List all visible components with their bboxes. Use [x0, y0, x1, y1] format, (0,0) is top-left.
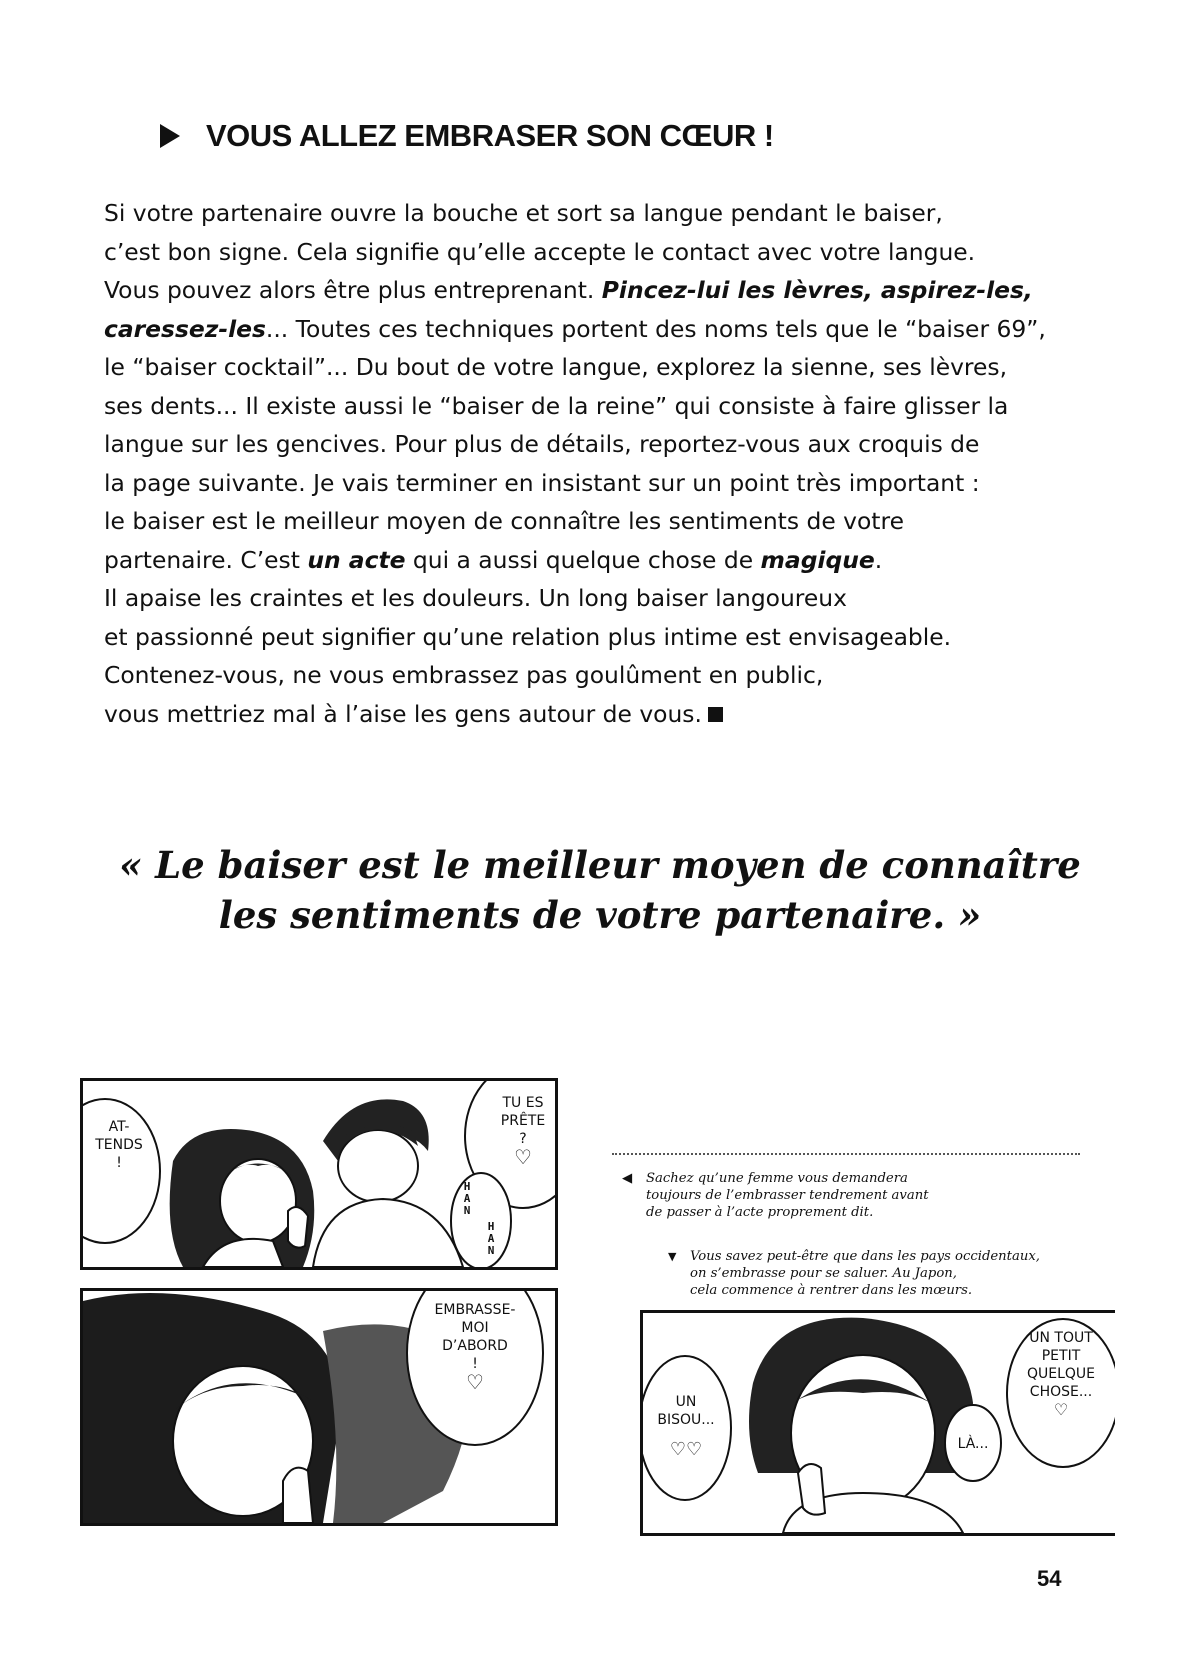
body-line: Si votre partenaire ouvre la bouche et sort sa langue pendant le baiser,	[104, 199, 943, 227]
manga-panel-3	[640, 1310, 1115, 1536]
speech-bubble: UN BISOU... ♡♡	[651, 1393, 721, 1459]
pull-quote	[0, 840, 1200, 940]
sound-effect: HAN	[487, 1220, 495, 1257]
speech-bubble: EMBRASSE- MOI D’ABORD ! ♡	[423, 1301, 527, 1391]
caption-1: ◀ Sachez qu’une femme vous demandera toujours de l’embrasser tendrement avant de passer à l’acte proprement dit.	[622, 1171, 929, 1220]
body-line: partenaire. C’est un acte qui a aussi quelque chose de magique.	[104, 545, 883, 574]
body-line: Il apaise les craintes et les douleurs. Un long baiser langoureux	[104, 584, 847, 612]
heart-icon: ♡	[1053, 1400, 1069, 1419]
body-line: et passionné peut signifier qu’une relation plus intime est envisageable.	[104, 622, 952, 651]
pull-quote-line: les sentiments de votre partenaire. »	[218, 893, 982, 937]
caption-divider	[612, 1153, 1080, 1155]
sound-effect: HAN	[463, 1180, 471, 1217]
emphasis-text: magique	[760, 545, 875, 574]
heart-icon: ♡	[466, 1370, 484, 1394]
body-line: Contenez-vous, ne vous embrassez pas goulûment en public,	[104, 661, 824, 689]
speech-bubble: UN TOUT PETIT QUELQUE CHOSE... ♡	[1013, 1329, 1109, 1419]
speech-bubble: TU ES PRÊTE ? ♡	[483, 1094, 558, 1166]
down-arrow-icon: ▼	[668, 1250, 677, 1263]
hearts-icon: ♡♡	[669, 1439, 703, 1460]
body-line: la page suivante. Je vais terminer en insistant sur un point très important :	[104, 468, 980, 497]
manga-panel-2	[80, 1288, 558, 1526]
body-line: caressez-les... Toutes ces techniques portent des noms tels que le “baiser 69”,	[104, 314, 1046, 343]
body-text	[104, 194, 1104, 733]
body-line: vous mettriez mal à l’aise les gens autour de vous.	[104, 695, 1104, 734]
body-line: ses dents... Il existe aussi le “baiser de la reine” qui consiste à faire glisser la	[104, 391, 1009, 420]
section-heading-text: VOUS ALLEZ EMBRASER SON CŒUR !	[206, 118, 774, 153]
body-line: c’est bon signe. Cela signifie qu’elle accepte le contact avec votre langue.	[104, 237, 976, 266]
heart-icon: ♡	[514, 1145, 532, 1169]
emphasis-text: un acte	[307, 545, 406, 574]
triangle-bullet-icon	[160, 124, 180, 148]
left-arrow-icon: ◀	[622, 1171, 633, 1186]
emphasis-text: Pincez-lui les lèvres, aspirez-les,	[601, 276, 1033, 304]
speech-bubble: LÀ...	[957, 1436, 989, 1452]
caption-2: ▼ Vous savez peut-être que dans les pays occidentaux, on s’embrasse pour se saluer. Au Japon, cela commence à rentrer dans les mœurs.	[668, 1249, 1040, 1298]
body-line: langue sur les gencives. Pour plus de détails, reportez-vous aux croquis de	[104, 430, 980, 458]
speech-bubble: AT- TENDS !	[95, 1119, 143, 1171]
body-line: Vous pouvez alors être plus entreprenant. Pincez-lui les lèvres, aspirez-les,	[104, 276, 1033, 304]
page-number: 54	[1037, 1566, 1062, 1591]
section-heading	[160, 118, 774, 154]
body-line: le baiser est le meilleur moyen de connaître les sentiments de votre	[104, 507, 904, 535]
body-line: le “baiser cocktail”... Du bout de votre langue, explorez la sienne, ses lèvres,	[104, 353, 1008, 381]
manga-panel-1	[80, 1078, 558, 1270]
pull-quote-line: « Le baiser est le meilleur moyen de connaître	[119, 843, 1081, 887]
end-square-icon	[708, 707, 723, 722]
emphasis-text: caressez-les	[104, 314, 266, 343]
